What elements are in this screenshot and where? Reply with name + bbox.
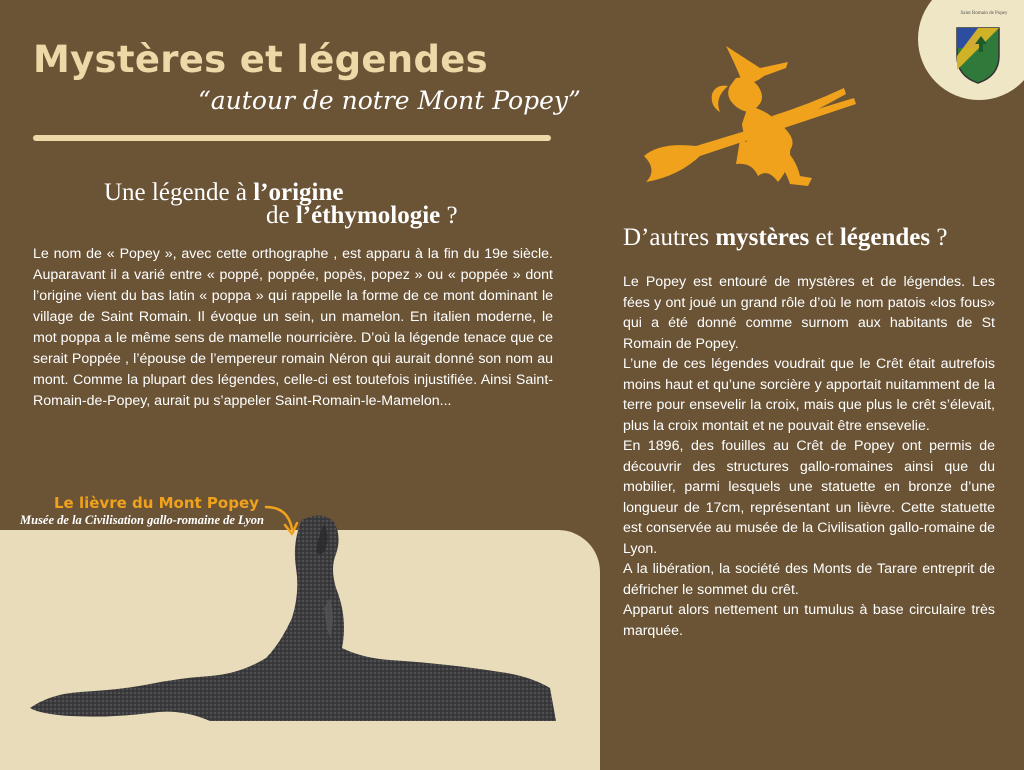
right-body-text [623, 272, 995, 641]
hare-statuette-image [30, 508, 560, 721]
caption-title: Le lièvre du Mont Popey [54, 494, 259, 512]
caption-subtitle: Musée de la Civilisation gallo-romaine de Lyon [20, 513, 264, 527]
title-divider [33, 135, 551, 141]
right-paragraph: Le Popey est entouré de mystères et de légendes. Les fées y ont joué un grand rôle d’où le nom patois «los fous» qui a été donné comme surnom aux habitants de St Romain de Popey. [623, 274, 995, 352]
right-paragraph: Apparut alors nettement un tumulus à base circulaire très marquée. [623, 602, 995, 639]
left-heading-line2: de l’éthymologie ? [266, 202, 458, 229]
right-heading: D’autres mystères et légendes ? [623, 224, 948, 251]
right-paragraph: A la libération, la société des Monts de Tarare entreprit de défricher le sommet du crêt. [623, 561, 995, 598]
village-crest-icon [955, 26, 1001, 84]
left-body-text [33, 244, 553, 412]
right-paragraph: L’une de ces légendes voudrait que le Crêt était autrefois moins haut et qu’une sorcière y apportait nuitamment de la terre pour ensevelir la croix, mais que plus le crêt s’élevait, plus la croix montait et ne pouvait être ensevelie. [623, 356, 995, 434]
page-subtitle: “autour de notre Mont Popey” [198, 86, 581, 115]
page-title: Mystères et légendes [33, 38, 488, 81]
left-paragraph: Le nom de « Popey », avec cette orthographe , est apparu à la fin du 19e siècle. Auparavant il a varié entre « poppé, poppée, popès, popez » ou « poppée » dont l’origine vient du bas latin « poppa » qui rappelle la forme de ce mont dominant le village de Saint Romain. Il évoque un sein, un mamelon. En italien moderne, le mot poppa a le même sens de mamelle nourricière. D’où la légende tenace que ce serait Poppée , l’épouse de l’empereur romain Néron qui aurait donné son nom au mont. Comme la plupart des légendes, celle-ci est toutefois injustifiée. Ainsi Saint-Romain-de-Popey, aurait pu s’appeler Saint-Romain-le-Mamelon... [33, 246, 553, 409]
witch-on-broom-icon [640, 46, 860, 191]
crest-caption: Saint Romain de Popey [960, 11, 1008, 16]
right-paragraph: En 1896, des fouilles au Crêt de Popey ont permis de découvrir des structures gallo-romaines ainsi que du mobilier, parmi lesquels une statuette en bronze d’une longueur de 17cm, représentant un lièvre. Cette statuette est conservée au musée de la Civilisation gallo-romaine de Lyon. [623, 438, 995, 557]
left-heading-line1: Une légende à l’origine [104, 179, 344, 206]
